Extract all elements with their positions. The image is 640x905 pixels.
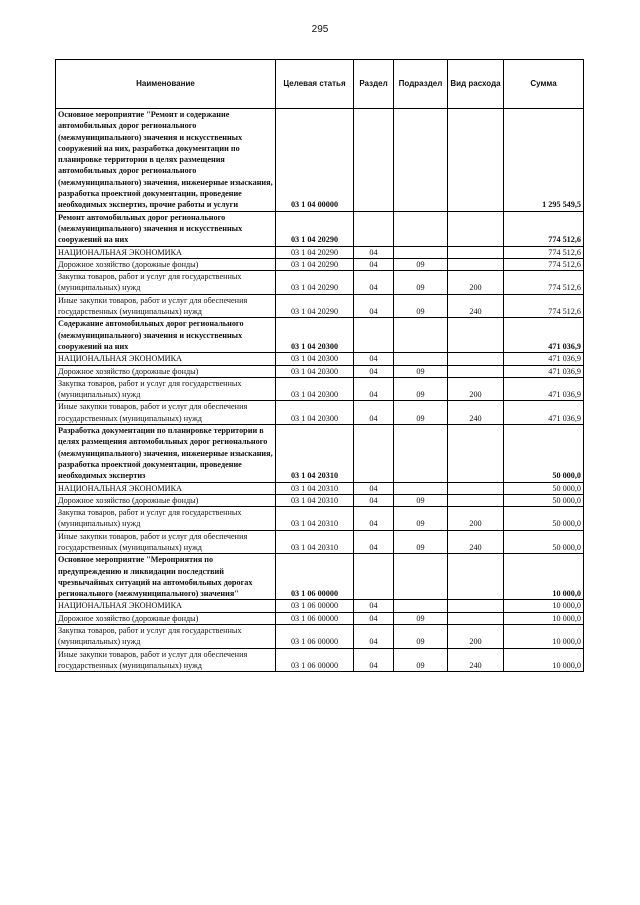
cell-amount: 471 036,9 <box>504 365 584 377</box>
cell-section: 04 <box>354 494 394 506</box>
cell-expense-type <box>448 425 504 482</box>
cell-subsection: 09 <box>394 530 448 554</box>
cell-expense-type <box>448 258 504 270</box>
cell-name: Дорожное хозяйство (дорожные фонды) <box>56 494 276 506</box>
cell-name: НАЦИОНАЛЬНАЯ ЭКОНОМИКА <box>56 600 276 612</box>
cell-subsection: 09 <box>394 494 448 506</box>
table-body <box>56 109 584 672</box>
cell-name: Ремонт автомобильных дорог регионального (межмуниципального) значения и искусственных сооружений на них <box>56 211 276 246</box>
cell-expense-type <box>448 554 504 600</box>
cell-section <box>354 554 394 600</box>
cell-amount: 10 000,0 <box>504 648 584 672</box>
table-row <box>56 648 584 672</box>
cell-name: Разработка документации по планировке территории в целях размещения автомобильных дорог регионального (межмуниципального) значения, инженерные изыскания, разработка проектной документации, проведение необходимых экспертиз <box>56 425 276 482</box>
cell-expense-type <box>448 211 504 246</box>
cell-expense-type: 240 <box>448 648 504 672</box>
cell-subsection <box>394 600 448 612</box>
table-row <box>56 211 584 246</box>
cell-target-article: 03 1 04 20290 <box>276 211 354 246</box>
cell-name: Иные закупки товаров, работ и услуг для обеспечения государственных (муниципальных) нужд <box>56 648 276 672</box>
cell-target-article: 03 1 04 20290 <box>276 294 354 318</box>
page-number: 295 <box>311 24 329 35</box>
cell-subsection <box>394 109 448 212</box>
cell-expense-type <box>448 612 504 624</box>
cell-target-article: 03 1 04 20300 <box>276 401 354 425</box>
cell-subsection: 09 <box>394 365 448 377</box>
cell-subsection <box>394 425 448 482</box>
header-row <box>56 60 584 109</box>
table-row <box>56 554 584 600</box>
table-row <box>56 401 584 425</box>
cell-amount: 774 512,6 <box>504 294 584 318</box>
cell-subsection: 09 <box>394 612 448 624</box>
cell-target-article: 03 1 04 20310 <box>276 482 354 494</box>
cell-subsection <box>394 482 448 494</box>
cell-target-article: 03 1 04 20300 <box>276 353 354 365</box>
cell-expense-type: 200 <box>448 377 504 401</box>
cell-name: Основное мероприятие "Мероприятия по предупреждению и ликвидации последствий чрезвычайных ситуаций на автомобильных дорогах регионального (межмуниципального) значения" <box>56 554 276 600</box>
cell-section <box>354 211 394 246</box>
cell-name: Иные закупки товаров, работ и услуг для обеспечения государственных (муниципальных) нужд <box>56 401 276 425</box>
cell-target-article: 03 1 04 20310 <box>276 530 354 554</box>
cell-target-article: 03 1 04 20290 <box>276 246 354 258</box>
cell-target-article: 03 1 04 20300 <box>276 377 354 401</box>
cell-expense-type: 200 <box>448 507 504 531</box>
cell-section: 04 <box>354 482 394 494</box>
cell-expense-type: 240 <box>448 401 504 425</box>
table-row <box>56 507 584 531</box>
table-row <box>56 625 584 649</box>
table-row <box>56 494 584 506</box>
table-row <box>56 425 584 482</box>
cell-section: 04 <box>354 612 394 624</box>
cell-section <box>354 109 394 212</box>
cell-subsection <box>394 211 448 246</box>
cell-amount: 50 000,0 <box>504 425 584 482</box>
header-subsection: Подраздел <box>394 60 448 109</box>
cell-expense-type <box>448 365 504 377</box>
cell-expense-type <box>448 318 504 353</box>
cell-expense-type: 240 <box>448 530 504 554</box>
cell-subsection <box>394 246 448 258</box>
header-expense-type: Вид расхода <box>448 60 504 109</box>
cell-section: 04 <box>354 600 394 612</box>
cell-target-article: 03 1 04 20310 <box>276 425 354 482</box>
cell-subsection <box>394 353 448 365</box>
cell-amount: 50 000,0 <box>504 507 584 531</box>
cell-subsection: 09 <box>394 377 448 401</box>
cell-expense-type <box>448 482 504 494</box>
cell-section: 04 <box>354 246 394 258</box>
table-row <box>56 530 584 554</box>
table-row <box>56 109 584 212</box>
table-row <box>56 258 584 270</box>
table-row <box>56 353 584 365</box>
cell-amount: 10 000,0 <box>504 600 584 612</box>
cell-target-article: 03 1 06 00000 <box>276 625 354 649</box>
cell-target-article: 03 1 04 20300 <box>276 365 354 377</box>
cell-section: 04 <box>354 271 394 295</box>
cell-amount: 774 512,6 <box>504 211 584 246</box>
table-row <box>56 318 584 353</box>
cell-subsection <box>394 318 448 353</box>
cell-section: 04 <box>354 401 394 425</box>
table-row <box>56 246 584 258</box>
header-amount: Сумма <box>504 60 584 109</box>
cell-name: НАЦИОНАЛЬНАЯ ЭКОНОМИКА <box>56 482 276 494</box>
cell-target-article: 03 1 06 00000 <box>276 648 354 672</box>
cell-name: Иные закупки товаров, работ и услуг для обеспечения государственных (муниципальных) нужд <box>56 530 276 554</box>
header-section: Раздел <box>354 60 394 109</box>
cell-amount: 471 036,9 <box>504 318 584 353</box>
cell-target-article: 03 1 04 20300 <box>276 318 354 353</box>
cell-name: Закупка товаров, работ и услуг для государственных (муниципальных) нужд <box>56 377 276 401</box>
cell-name: Дорожное хозяйство (дорожные фонды) <box>56 258 276 270</box>
table-row <box>56 482 584 494</box>
cell-section: 04 <box>354 625 394 649</box>
cell-name: Дорожное хозяйство (дорожные фонды) <box>56 612 276 624</box>
cell-amount: 50 000,0 <box>504 530 584 554</box>
cell-name: НАЦИОНАЛЬНАЯ ЭКОНОМИКА <box>56 353 276 365</box>
cell-subsection: 09 <box>394 625 448 649</box>
cell-name: Закупка товаров, работ и услуг для государственных (муниципальных) нужд <box>56 625 276 649</box>
cell-amount: 10 000,0 <box>504 612 584 624</box>
cell-expense-type: 200 <box>448 271 504 295</box>
cell-subsection: 09 <box>394 401 448 425</box>
table-row <box>56 294 584 318</box>
table-row <box>56 377 584 401</box>
cell-subsection: 09 <box>394 294 448 318</box>
cell-target-article: 03 1 04 00000 <box>276 109 354 212</box>
header-target-article: Целевая статья <box>276 60 354 109</box>
cell-target-article: 03 1 06 00000 <box>276 600 354 612</box>
cell-subsection <box>394 554 448 600</box>
cell-name: Иные закупки товаров, работ и услуг для обеспечения государственных (муниципальных) нужд <box>56 294 276 318</box>
cell-amount: 774 512,6 <box>504 271 584 295</box>
cell-subsection: 09 <box>394 507 448 531</box>
cell-amount: 471 036,9 <box>504 401 584 425</box>
cell-section: 04 <box>354 530 394 554</box>
cell-target-article: 03 1 04 20290 <box>276 258 354 270</box>
cell-section: 04 <box>354 365 394 377</box>
cell-expense-type <box>448 353 504 365</box>
table-row <box>56 600 584 612</box>
header-name: Наименование <box>56 60 276 109</box>
cell-name: Закупка товаров, работ и услуг для государственных (муниципальных) нужд <box>56 507 276 531</box>
cell-expense-type <box>448 109 504 212</box>
cell-target-article: 03 1 06 00000 <box>276 612 354 624</box>
cell-expense-type <box>448 494 504 506</box>
cell-subsection: 09 <box>394 271 448 295</box>
cell-amount: 50 000,0 <box>504 494 584 506</box>
cell-name: Содержание автомобильных дорог регионального (межмуниципального) значения и искусственных сооружений на них <box>56 318 276 353</box>
table-row <box>56 365 584 377</box>
cell-section <box>354 318 394 353</box>
cell-section <box>354 425 394 482</box>
cell-subsection: 09 <box>394 648 448 672</box>
cell-target-article: 03 1 04 20290 <box>276 271 354 295</box>
budget-table <box>55 59 584 672</box>
cell-name: Дорожное хозяйство (дорожные фонды) <box>56 365 276 377</box>
cell-expense-type: 200 <box>448 625 504 649</box>
cell-amount: 774 512,6 <box>504 246 584 258</box>
cell-section: 04 <box>354 507 394 531</box>
cell-amount: 10 000,0 <box>504 625 584 649</box>
cell-name: Закупка товаров, работ и услуг для государственных (муниципальных) нужд <box>56 271 276 295</box>
cell-section: 04 <box>354 258 394 270</box>
cell-amount: 50 000,0 <box>504 482 584 494</box>
cell-expense-type <box>448 600 504 612</box>
cell-amount: 471 036,9 <box>504 353 584 365</box>
cell-section: 04 <box>354 353 394 365</box>
cell-amount: 774 512,6 <box>504 258 584 270</box>
cell-expense-type: 240 <box>448 294 504 318</box>
cell-name: Основное мероприятие "Ремонт и содержание автомобильных дорог регионального (межмуниципального) значения и искусственных сооружений на них, разработка документации по планировке территории в целях размещения автомобильных дорог регионального (межмуниципального) значения, инженерные изыскания, разработка проектной документации, проведение необходимых экспертиз, прочие работы и услуги <box>56 109 276 212</box>
cell-target-article: 03 1 04 20310 <box>276 494 354 506</box>
cell-target-article: 03 1 06 00000 <box>276 554 354 600</box>
cell-expense-type <box>448 246 504 258</box>
table-row <box>56 271 584 295</box>
cell-amount: 471 036,9 <box>504 377 584 401</box>
cell-amount: 10 000,0 <box>504 554 584 600</box>
cell-target-article: 03 1 04 20310 <box>276 507 354 531</box>
cell-section: 04 <box>354 648 394 672</box>
cell-section: 04 <box>354 377 394 401</box>
cell-amount: 1 295 549,5 <box>504 109 584 212</box>
cell-section: 04 <box>354 294 394 318</box>
cell-subsection: 09 <box>394 258 448 270</box>
table-row <box>56 612 584 624</box>
cell-name: НАЦИОНАЛЬНАЯ ЭКОНОМИКА <box>56 246 276 258</box>
